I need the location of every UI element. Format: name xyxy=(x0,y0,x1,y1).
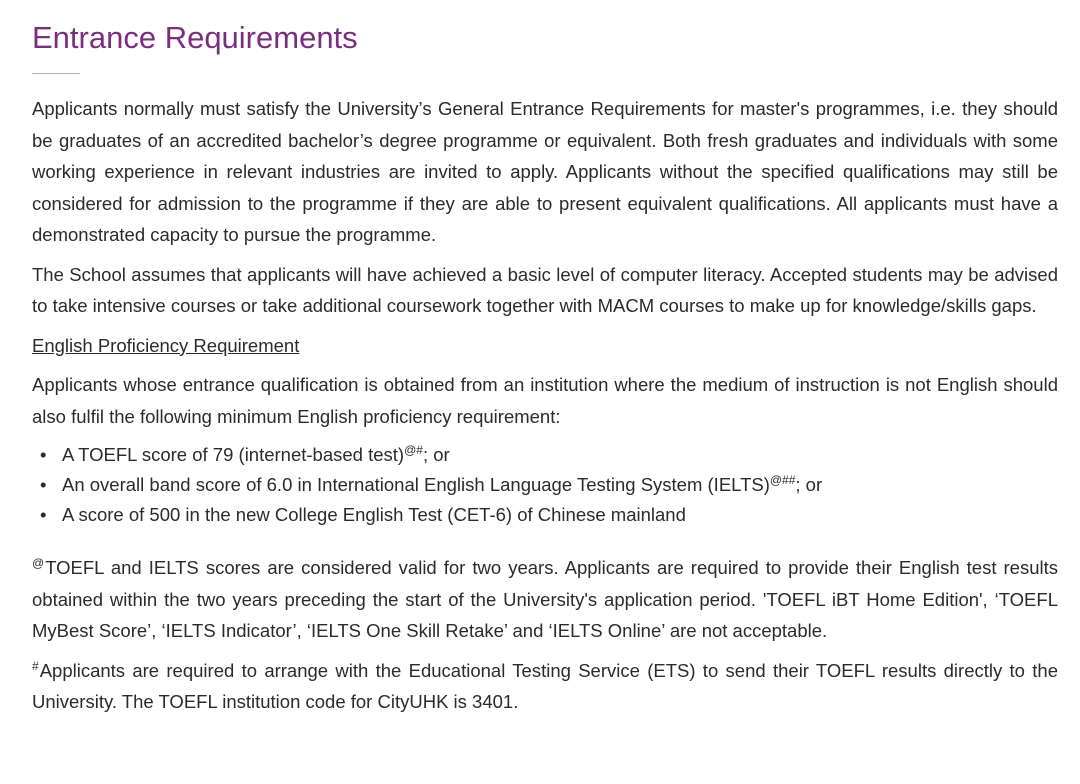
english-requirement-intro: Applicants whose entrance qualification is obtained from an institution where the medium of instruction is not English should also fulfil the following minimum English proficiency requirement: xyxy=(32,374,1058,427)
list-item-text: An overall band score of 6.0 in International English Language Testing System (IELTS) xyxy=(62,474,770,495)
note-text: TOEFL and IELTS scores are considered valid for two years. Applicants are required to provide their English test results obtained within the two years preceding the start of the University's application period. 'TOEFL iBT Home Edition', ‘TOEFL MyBest Score’, ‘IELTS Indicator’, ‘IELTS One Skill Retake’ and ‘IELTS Online’ are not acceptable. xyxy=(32,557,1058,641)
list-item-toefl xyxy=(40,440,1058,470)
title-divider xyxy=(32,73,80,74)
list-item-text: A TOEFL score of 79 (internet-based test) xyxy=(62,444,405,465)
footnote-marker: @## xyxy=(769,473,796,487)
english-requirement-list xyxy=(32,440,1058,530)
note-marker: @ xyxy=(32,556,45,570)
bullet-icon: • xyxy=(40,504,47,525)
entrance-requirements-section xyxy=(32,18,1058,726)
note-marker: # xyxy=(32,658,39,673)
list-item-tail: ; or xyxy=(795,474,823,495)
note-text: Applicants are required to arrange with the Educational Testing Service (ETS) to send their TOEFL results directly to the University. The TOEFL institution code for CityUHK is 3401. xyxy=(32,659,1058,712)
list-item-ielts xyxy=(40,470,1058,500)
list-item-tail: ; or xyxy=(422,444,450,465)
computer-literacy-paragraph: The School assumes that applicants will have achieved a basic level of computer literacy. Accepted students may be advised to take intensive courses or take additional coursework together with MACM courses to make up for knowledge/skills gaps. xyxy=(32,263,1058,316)
section-title: Entrance Requirements xyxy=(32,20,358,55)
list-item-cet6 xyxy=(40,500,1058,530)
footnote-marker: @# xyxy=(404,443,423,457)
bullet-icon: • xyxy=(40,444,47,465)
score-validity-note xyxy=(32,552,1058,647)
list-item-text: A score of 500 in the new College English Test (CET-6) of Chinese mainland xyxy=(62,504,686,525)
english-proficiency-heading: English Proficiency Requirement xyxy=(32,334,300,356)
general-requirements-paragraph: Applicants normally must satisfy the University’s General Entrance Requirements for master's programmes, i.e. they should be graduates of an accredited bachelor’s degree programme or equivalent. Both fresh graduates and individuals with some working experience in relevant industries are invited to apply. Applicants without the specified qualifications may still be considered for admission to the programme if they are able to present equivalent qualifications. All applicants must have a demonstrated capacity to pursue the programme. xyxy=(32,98,1058,245)
ets-note xyxy=(32,655,1058,718)
bullet-icon: • xyxy=(40,474,47,495)
